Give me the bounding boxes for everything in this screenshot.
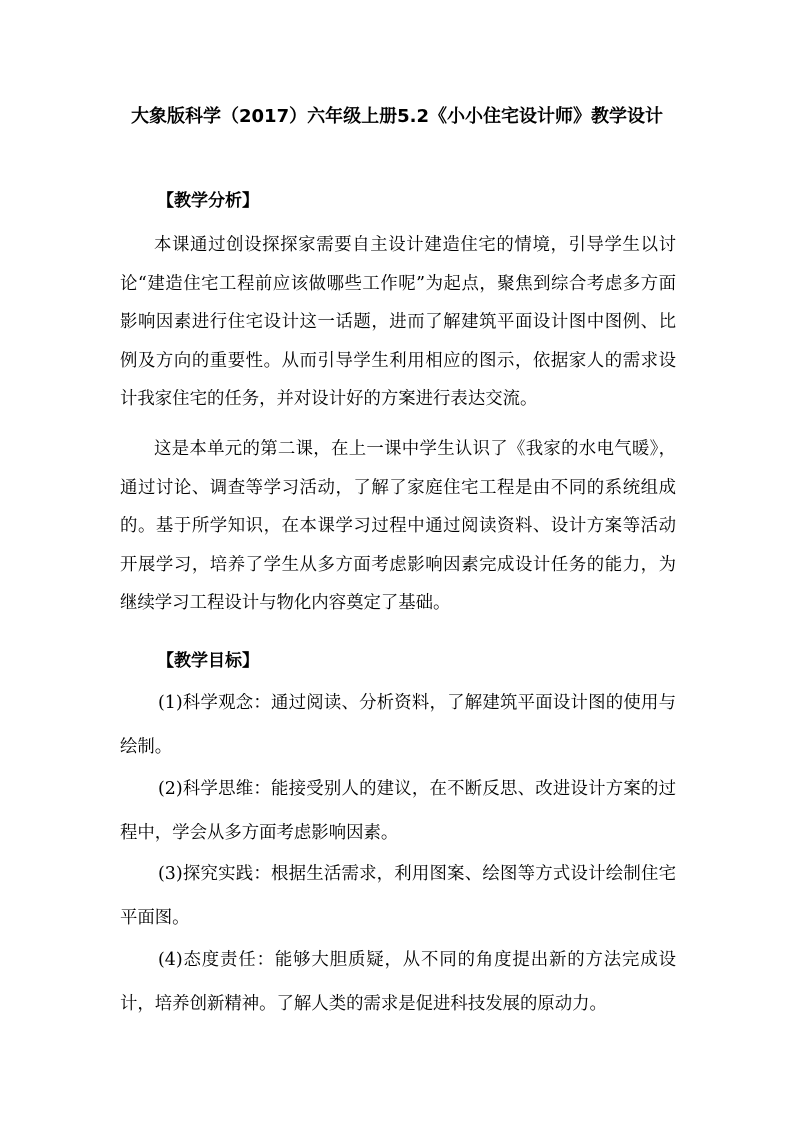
document-title: 大象版科学（2017）六年级上册5.2《小小住宅设计师》教学设计 xyxy=(131,106,663,127)
objective-item-4: (4)态度责任：能够大胆质疑，从不同的角度提出新的方法完成设计，培养创新精神。了解人类的需求是促进科技发展的原动力。 xyxy=(120,950,676,1014)
objective-item-2: (2)科学思维：能接受别人的建议，在不断反思、改进设计方案的过程中，学会从多方面考虑影响因素。 xyxy=(120,779,676,843)
objective-item-3: (3)探究实践：根据生活需求，利用图案、绘图等方式设计绘制住宅平面图。 xyxy=(120,864,676,928)
analysis-paragraph-2: 这是本单元的第二课，在上一课中学生认识了《我家的水电气暖》，通过讨论、调查等学习活动，了解了家庭住宅工程是由不同的系统组成的。基于所学知识，在本课学习过程中通过阅读资料、设计方案等活动开展学习，培养了学生从多方面考虑影响因素完成设计任务的能力，为继续学习工程设计与物化内容奠定了基础。 xyxy=(120,439,676,613)
section-heading-objectives: 【教学目标】 xyxy=(157,651,259,671)
objective-item-1: (1)科学观念：通过阅读、分析资料，了解建筑平面设计图的使用与绘制。 xyxy=(120,693,676,757)
section-heading-analysis: 【教学分析】 xyxy=(157,191,259,211)
analysis-paragraph-1: 本课通过创设探探家需要自主设计建造住宅的情境，引导学生以讨论“建造住宅工程前应该做哪些工作呢”为起点，聚焦到综合考虑多方面影响因素进行住宅设计这一话题，进而了解建筑平面设计图中图例、比例及方向的重要性。从而引导学生利用相应的图示，依据家人的需求设计我家住宅的任务，并对设计好的方案进行表达交流。 xyxy=(120,235,676,409)
